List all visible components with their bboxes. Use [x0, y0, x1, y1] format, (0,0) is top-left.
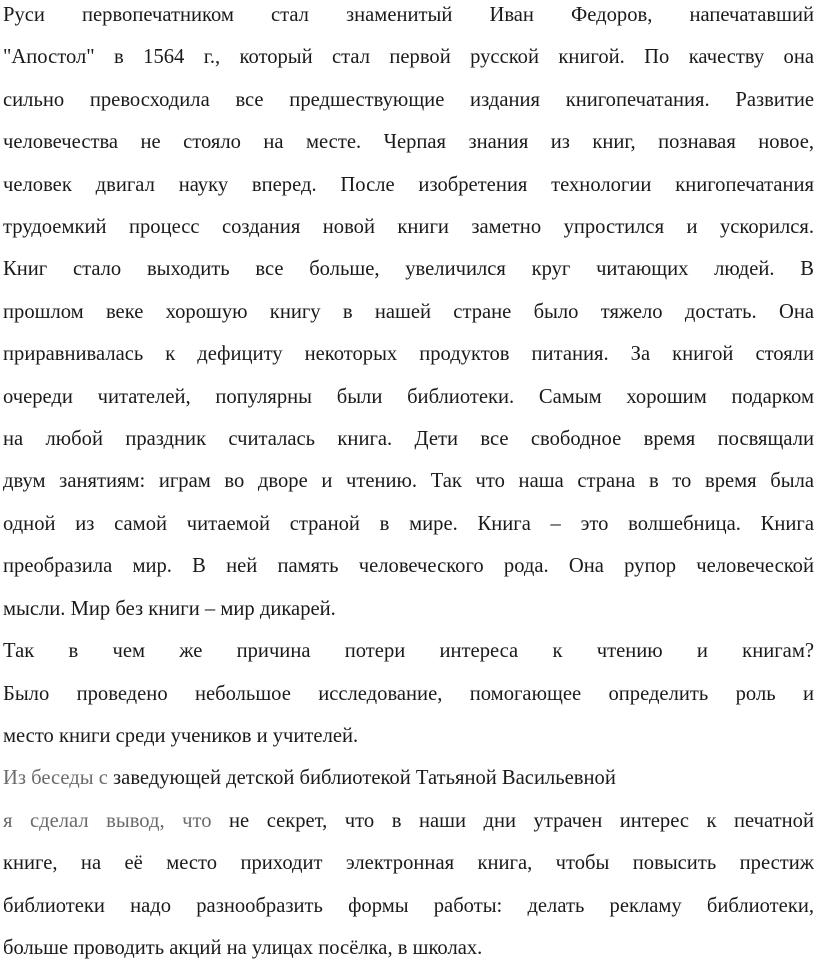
text-line	[3, 757, 814, 799]
text-line: книге, на её место приходит электронная книга, чтобы повысить престиж	[3, 852, 814, 875]
paragraph-history	[3, 0, 814, 630]
text-line: преобразила мир. В ней память человеческого рода. Она рупор человеческой	[3, 555, 814, 578]
paragraph-question	[3, 630, 814, 757]
text-line: одной из самой читаемой страной в мире. Книга – это волшебница. Книга	[3, 512, 814, 535]
highlighted-phrase: Из беседы с	[3, 767, 108, 790]
text-fragment: заведующей детской библиотекой Татьяной Васильевной	[107, 767, 616, 790]
text-line: человек двигал науку вперед. После изобретения технологии книгопечатания	[3, 173, 814, 196]
text-line: больше проводить акций на улицах посёлка, в школах.	[3, 936, 483, 959]
text-line: человечества не стояло на месте. Черпая знания из книг, познавая новое,	[3, 131, 814, 154]
text-line: Руси первопечатником стал знаменитый Иван Федоров, напечатавший	[3, 4, 814, 26]
text-line: Книг стало выходить все больше, увеличился круг читающих людей. В	[3, 258, 814, 281]
text-line: "Апостол" в 1564 г., который стал первой русской книгой. По качеству она	[3, 46, 814, 69]
text-line: мысли. Мир без книги – мир дикарей.	[3, 597, 336, 620]
text-line: библиотеки надо разнообразить формы работы: делать рекламу библиотеки,	[3, 894, 814, 917]
highlighted-phrase: я сделал вывод, что	[3, 809, 212, 832]
text-line: Было проведено небольшое исследование, помогающее определить роль и	[3, 682, 814, 705]
text-fragment: не секрет, что в наши дни утрачен интерес к печатной	[211, 809, 814, 832]
text-line: трудоемкий процесс создания новой книги заметно упростился и ускорился.	[3, 216, 814, 239]
text-line: прошлом веке хорошую книгу в нашей стране было тяжело достать. Она	[3, 300, 814, 323]
text-line: приравнивалась к дефициту некоторых продуктов питания. За книгой стояли	[3, 343, 814, 366]
text-line	[3, 800, 814, 842]
text-line: Так в чем же причина потери интереса к чтению и книгам?	[3, 640, 814, 663]
paragraph-conclusion	[3, 800, 814, 970]
text-line: очереди читателей, популярны были библиотеки. Самым хорошим подарком	[3, 385, 814, 408]
paragraph-interview	[3, 757, 814, 799]
text-line: двум занятиям: играм во дворе и чтению. Так что наша страна в то время была	[3, 470, 814, 493]
text-line: на любой праздник считалась книга. Дети все свободное время посвящали	[3, 428, 814, 451]
text-line: сильно превосходила все предшествующие издания книгопечатания. Развитие	[3, 88, 814, 111]
text-line: место книги среди учеников и учителей.	[3, 724, 359, 747]
